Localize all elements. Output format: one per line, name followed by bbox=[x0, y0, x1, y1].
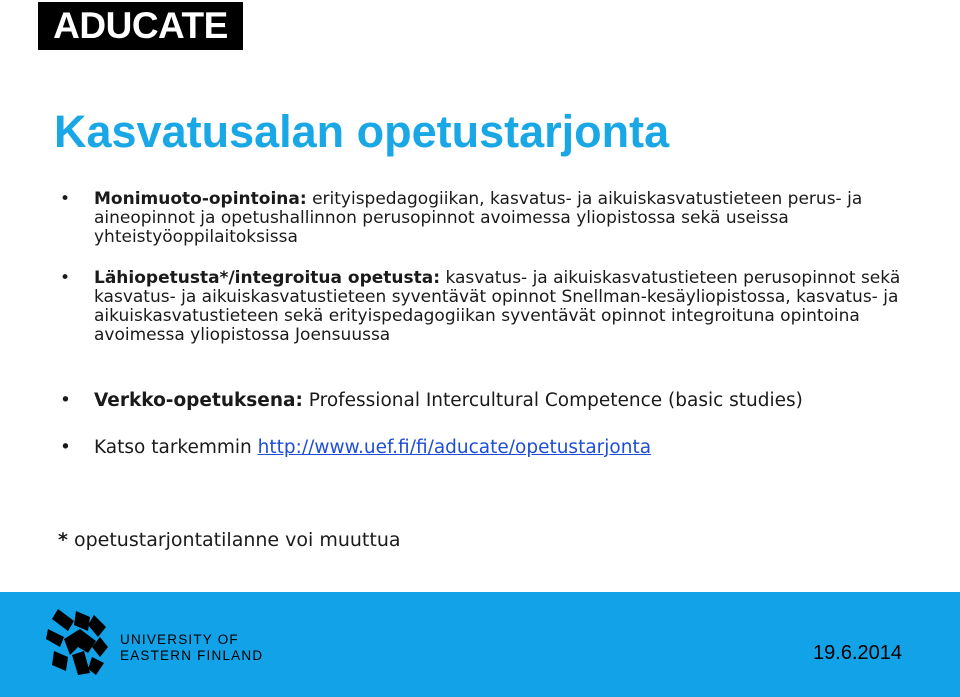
bullet-icon: • bbox=[60, 390, 71, 411]
university-line-1: UNIVERSITY OF bbox=[120, 632, 239, 647]
bullet-text: Professional Intercultural Competence (basic studies) bbox=[302, 390, 803, 411]
opetustarjonta-link[interactable]: http://www.uef.fi/fi/aducate/opetustarjonta bbox=[257, 437, 652, 458]
list-item bbox=[60, 391, 803, 411]
footnote-text: opetustarjontatilanne voi muuttua bbox=[67, 529, 401, 551]
page-title: Kasvatusalan opetustarjonta bbox=[54, 106, 670, 157]
list-item bbox=[60, 190, 940, 247]
bullet-text: erityispedagogiikan, kasvatus- ja aikuiskasvatustieteen perus- ja aineopinnot ja opetushallinnon perusopinnot avoimessa yliopistossa sekä useissa yhteistyöoppilaitoksissa bbox=[94, 189, 863, 247]
bullet-icon: • bbox=[60, 189, 71, 209]
university-name bbox=[120, 632, 263, 664]
list-item bbox=[60, 438, 651, 458]
slide-date: 19.6.2014 bbox=[813, 642, 902, 664]
list-item bbox=[60, 269, 940, 345]
bullet-label: Verkko-opetuksena: bbox=[94, 390, 303, 411]
bullet-text: Katso tarkemmin bbox=[94, 437, 258, 458]
bullet-icon: • bbox=[60, 268, 71, 288]
university-line-2: EASTERN FINLAND bbox=[120, 648, 264, 663]
bullet-label: Monimuoto-opintoina: bbox=[94, 189, 307, 209]
footnote bbox=[58, 529, 401, 551]
footer-bar bbox=[0, 592, 960, 697]
bullet-icon: • bbox=[60, 437, 71, 458]
aducate-logo: ADUCATE bbox=[38, 2, 243, 50]
footnote-asterisk: * bbox=[58, 529, 68, 551]
uef-emblem-icon bbox=[44, 607, 110, 677]
bullet-label: Lähiopetusta*/integroitua opetusta: bbox=[94, 268, 441, 288]
bullet-text: kasvatus- ja aikuiskasvatustieteen perusopinnot sekä kasvatus- ja aikuiskasvatustieteen syventävät opinnot Snellman-kesäyliopistossa, kasvatus- ja aikuiskasvatustieteen sekä erityispedagogiikan syventävät opinnot integroituna opintoina avoimessa yliopistossa Joensuussa bbox=[94, 268, 901, 345]
